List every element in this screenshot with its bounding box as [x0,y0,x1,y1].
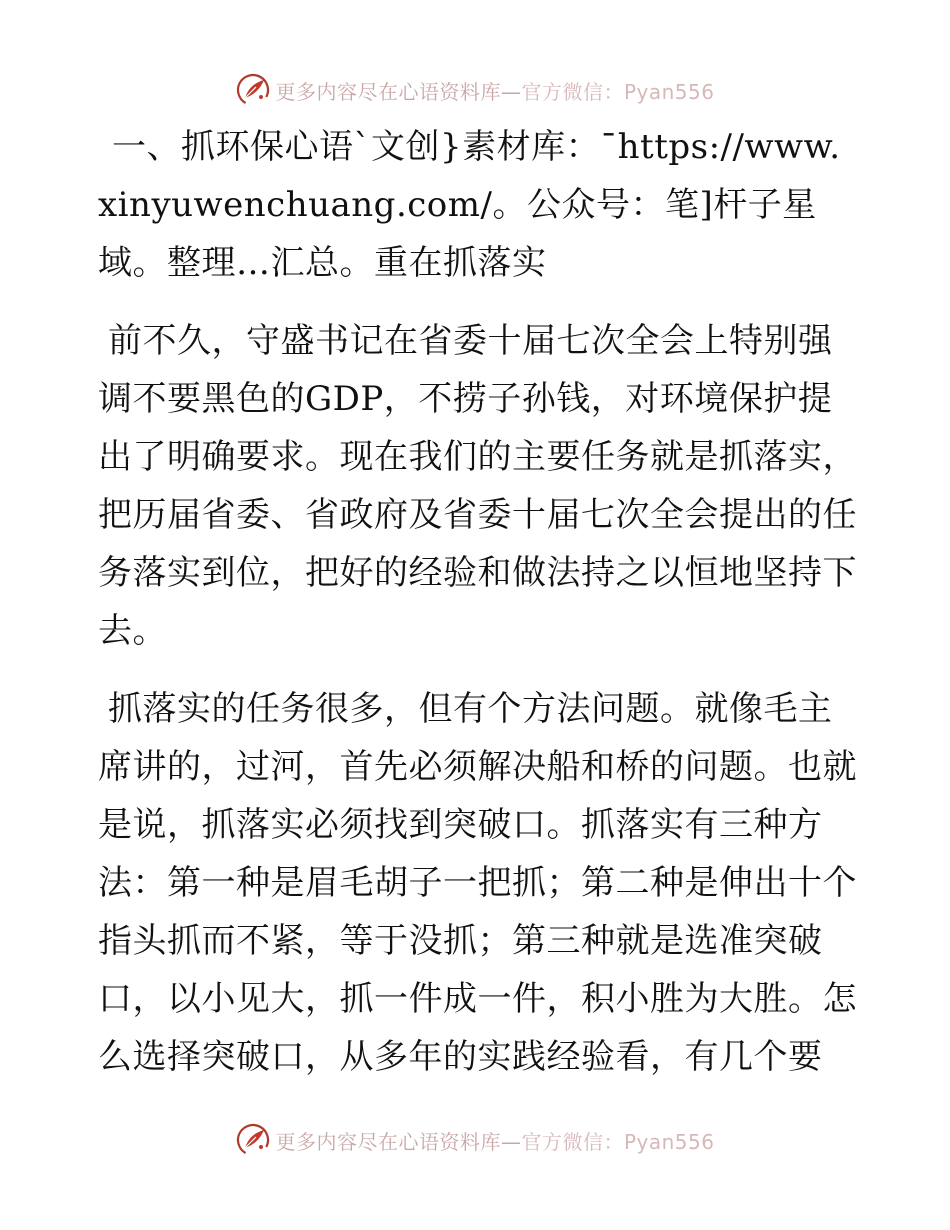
paragraph-2: 抓落实的任务很多，但有个方法问题。就像毛主席讲的，过河，首先必须解决船和桥的问题。也就是说，抓落实必须找到突破口。抓落实有三种方法：第一种是眉毛胡子一把抓；第二种是伸出十个指头抓而不紧，等于没抓；第三种就是选准突破口，以小见大，抓一件成一件，积小胜为大胜。怎么选择突破口，从多年的实践经验看，有几个要 [98,689,857,1077]
watermark-wechat-text: 官方微信：Pyan556 [521,79,715,104]
watermark-main-text: 更多内容尽在心语资料库 [275,1129,501,1154]
section-heading: 一、抓环保心语`文创}素材库：¯https://www.xinyuwenchuang.com/。公众号：笔]杆子星域。整理…汇总。重在抓落实 [98,127,841,283]
footer-watermark-banner [0,1120,950,1160]
document-body [98,118,858,1086]
watermark-wechat-text: 官方微信：Pyan556 [521,1129,715,1154]
watermark-dash: — [500,79,522,104]
watermark-dash: — [500,1129,522,1154]
watermark-text [275,76,714,105]
watermark-text [275,1126,714,1155]
watermark-main-text: 更多内容尽在心语资料库 [275,79,501,104]
header-watermark-banner [0,70,950,110]
leaf-pen-logo-icon [235,72,271,108]
paragraph-1: 前不久，守盛书记在省委十届七次全会上特别强调不要黑色的GDP，不捞子孙钱，对环境保护提出了明确要求。现在我们的主要任务就是抓落实，把历届省委、省政府及省委十届七次全会提出的任务落实到位，把好的经验和做法持之以恒地坚持下去。 [98,321,857,651]
leaf-pen-logo-icon [235,1122,271,1158]
